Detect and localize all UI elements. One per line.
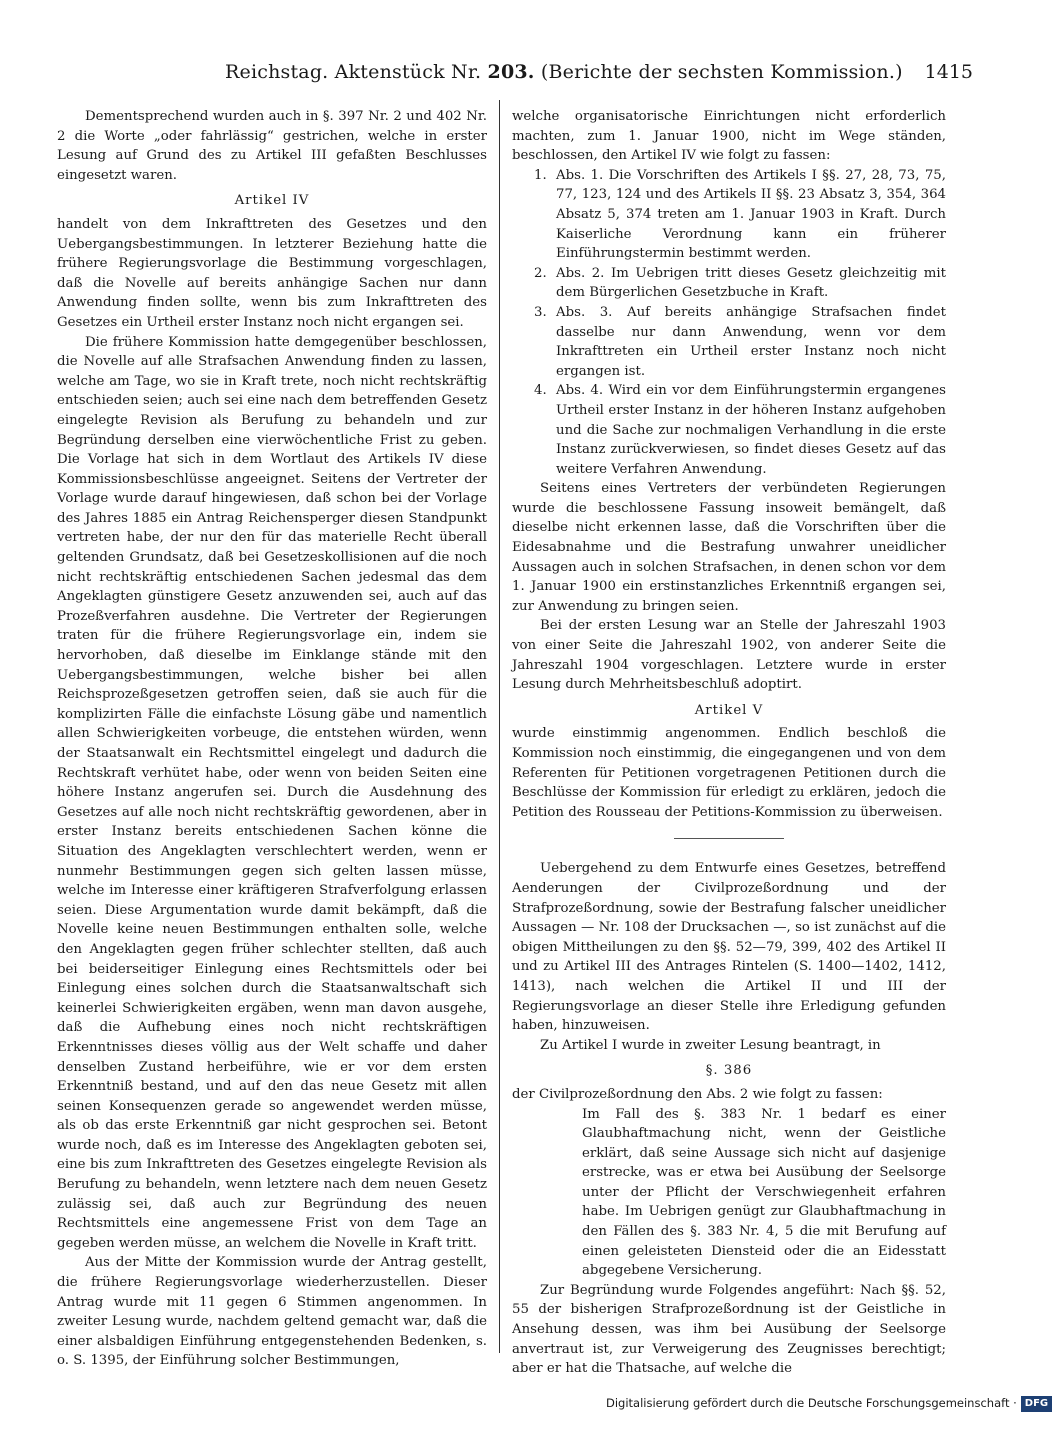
paragraph: Zu Artikel I wurde in zweiter Lesung beantragt, in (540, 1037, 881, 1053)
list-item-number: 1. (534, 167, 547, 183)
paragraph: Dementsprechend wurden auch in §. 397 Nr. 2 und 402 Nr. 2 die Worte „oder fahrlässig“ gestrichen, welche in erster Lesung auf Grund des zu Artikel III gefaßten Beschlusses eingesetzt waren. (57, 109, 487, 183)
page-header (225, 57, 985, 87)
paragraph: Die frühere Kommission hatte demgegenüber beschlossen, die Novelle auf alle Strafsachen Anwendung finden zu lassen, welche am Tage, wo sie in Kraft trete, noch nicht rechtskräftig entschieden seien; auch sei eine nach dem betreffenden Gesetz eingelegte Revision als Berufung zu behandeln und zur Begründung derselben eine vierwöchentliche Frist zu geben. Die Vorlage hat sich in dem Wortlaut des Artikels IV diese Kommissionsbeschlüsse angeeignet. Seitens der Vertreter der Vorlage wurde darauf hingewiesen, daß schon bei der Vorlage des Jahres 1885 ein Antrag Reichensperger diesen Standpunkt vertreten habe, der nur den für das materielle Recht überall geltenden Grundsatz, daß bei Gesetzeskollisionen auf die noch nicht rechtskräftig entschiedenen Sachen jedesmal das dem Angeklagten günstigere Gesetz anzuwenden sei, auch auf das Prozeßverfahren ausdehne. Die Vertreter der Regierungen traten für die frühere Regierungsvorlage ein, indem sie hervorhoben, daß dieselbe im Einklange stände mit den Uebergangsbestimmungen, welche bisher bei allen Reichsprozeßgesetzen getroffen seien, daß sie auch für die komplizirten Fälle die einfachste Lösung gäbe und namentlich allen Schwierigkeiten vorbeuge, die entstehen würden, wenn der Staatsanwalt ein Rechtsmittel eingelegt und dadurch die Rechtskraft verhütet habe, oder wenn von beiden Seiten eine höhere Instanz angerufen sei. Durch die Ausdehnung des Gesetzes auf alle noch nicht rechtskräftig gewordenen, aber in erster Instanz bereits entschiedenen Sachen könne die Situation des Angeklagten verschlechtert werden, wenn er nunmehr Bestimmungen gegen sich gelten lassen müsse, welche im Interesse einer kräftigeren Strafverfolgung erlassen seien. Diese Argumentation wurde damit bekämpft, daß die Novelle keine neuen Bestimmungen enthalten solle, welche den Angeklagten gegen früher schlechter stellten, daß auch bei beiderseitiger Einlegung eines Rechtsmittels oder bei Einlegung eines solchen durch die Staatsanwaltschaft sich keinerlei Schwierigkeiten ergäben, wenn man davon ausgehe, daß die Aufhebung eines noch nicht rechtskräftigen Erkenntnisses dieses völlig aus der Welt schaffe und daher denselben Zustand herbeiführe, wie er vor dem ersten Erkenntniß bestand, und auf den das neue Gesetz mit allen seinen Konsequenzen gerade so angewendet werden müsse, als ob das erste Erkenntniß gar nicht gesprochen sei. Betont wurde noch, daß es im Interesse des Angeklagten geboten sei, eine bis zum Inkrafttreten des Gesetzes eingelegte Revision als Berufung zu behandeln, wenn letztere nach dem neuen Gesetz zulässig sei, daß auch zur Begründung des neuen Rechtsmittels eine angemessene Frist von dem Tage an gegeben werden müsse, an welchem die Novelle in Kraft tritt. (57, 334, 487, 1251)
list-item (534, 303, 946, 381)
paragraph: Aus der Mitte der Kommission wurde der Antrag gestellt, die frühere Regierungsvorlage wiederherzustellen. Dieser Antrag wurde mit 11 gegen 6 Stimmen angenommen. In zweiter Lesung wurde, nachdem geltend gemacht war, daß die einer alsbaldigen Einführung entgegenstehenden Bedenken, s. o. S. 1395, der Einführung solcher Bestimmungen, (57, 1255, 487, 1369)
list-item-text: Abs. 1. Die Vorschriften des Artikels I §§. 27, 28, 73, 75, 77, 123, 124 und des Artikels II §§. 23 Absatz 3, 354, 364 Absatz 5, 374 treten am 1. Januar 1903 in Kraft. Durch Kaiserliche Verordnung kann ein früherer Einführungstermin bestimmt werden. (556, 167, 946, 262)
running-title-prefix: Reichstag. Aktenstück Nr. (225, 61, 482, 83)
list-item-text: Abs. 2. Im Uebrigen tritt dieses Gesetz gleichzeitig mit dem Bürgerlichen Gesetzbuche in Kraft. (556, 265, 946, 301)
section-heading-artikel-v: Artikel V (694, 702, 764, 718)
list-item (534, 381, 946, 479)
list-item-text: Abs. 3. Auf bereits anhängige Strafsachen findet dasselbe nur dann Anwendung, wenn vor dem Inkrafttreten ein Urtheil erster Instanz noch nicht ergangen ist. (556, 304, 946, 379)
section-divider (674, 838, 784, 839)
section-heading-paragraph-386: §. 386 (705, 1063, 753, 1079)
list-item (534, 264, 946, 303)
paragraph: wurde einstimmig angenommen. Endlich beschloß die Kommission noch einstimmig, die eingegangenen und von dem Referenten für Petitionen vorgetragenen Petitionen durch die Beschlüsse der Kommission für erledigt zu erklären, jedoch die Petition des Rousseau der Petitions-Kommission zu überweisen. (512, 726, 946, 820)
list-item-number: 2. (534, 265, 547, 281)
paragraph: Bei der ersten Lesung war an Stelle der Jahreszahl 1903 von einer Seite die Jahreszahl 1902, von anderer Seite die Jahreszahl 1904 vorgeschlagen. Letztere wurde in erster Lesung durch Mehrheitsbeschluß adoptirt. (512, 618, 946, 693)
page-number: 1415 (924, 61, 973, 83)
list-item-number: 3. (534, 304, 547, 320)
running-title-suffix: (Berichte der sechsten Kommission.) (540, 61, 903, 83)
running-title (225, 57, 903, 87)
paragraph: handelt von dem Inkrafttreten des Gesetzes und den Uebergangsbestimmungen. In letzterer Beziehung hatte die frühere Regierungsvorlage die Bestimmung vorgeschlagen, daß die Novelle auf bereits anhängige Sachen nur dann Anwendung finden sollte, wenn bis zum Inkrafttreten des Gesetzes ein Urtheil erster Instanz noch nicht ergangen sei. (57, 216, 487, 330)
document-number: 203. (487, 61, 535, 83)
credit-text: Digitalisierung gefördert durch die Deutsche Forschungsgemeinschaft · (606, 1396, 1017, 1410)
digitization-credit (606, 1392, 1049, 1414)
paragraph: Uebergehend zu dem Entwurfe eines Gesetzes, betreffend Aenderungen der Civilprozeßordnung und der Strafprozeßordnung, sowie der Bestrafung falscher uneidlicher Aussagen — Nr. 108 der Drucksachen —, so ist zunächst auf die obigen Mittheilungen zu den §§. 52—79, 399, 402 des Artikel II und zu Artikel III des Antrages Rintelen (S. 1400—1402, 1412, 1413), nach welchen die Artikel II und III der Regierungsvorlage an dieser Stelle ihre Erledigung gefunden haben, hinzuweisen. (512, 861, 946, 1034)
list-item-number: 4. (534, 383, 547, 399)
numbered-list (512, 166, 946, 480)
section-heading-artikel-iv: Artikel IV (234, 193, 310, 209)
column-divider (499, 100, 500, 1353)
paragraph: Zur Begründung wurde Folgendes angeführt: Nach §§. 52, 55 der bisherigen Strafprozeßordnung ist der Geistliche in Ansehung dessen, was ihm bei Ausübung der Seelsorge anvertraut ist, zur Verweigerung des Zeugnisses berechtigt; aber er hat die Thatsache, auf welche die (512, 1282, 946, 1377)
paragraph: welche organisatorische Einrichtungen nicht erforderlich machten, zum 1. Januar 1900, nicht im Wege ständen, beschlossen, den Artikel IV wie folgt zu fassen: (512, 109, 946, 164)
left-column (57, 107, 487, 1371)
list-item-text: Abs. 4. Wird ein vor dem Einführungstermin ergangenes Urtheil erster Instanz in der höheren Instanz aufgehoben und die Sache zur nochmaligen Verhandlung in die erste Instanz zurückverwiesen, so findet dieses Gesetz auf das weitere Verfahren Anwendung. (556, 383, 946, 477)
dfg-logo: DFG (1021, 1396, 1052, 1412)
right-column (512, 107, 946, 1379)
list-item (534, 166, 946, 264)
quoted-provision: Im Fall des §. 383 Nr. 1 bedarf es einer Glaubhaftmachung nicht, wenn der Geistliche erklärt, daß seine Aussage sich nicht auf dasjenige erstrecke, was er etwa bei Ausübung der Seelsorge unter der Pflicht der Verschwiegenheit erfahren habe. Im Uebrigen genügt zur Glaubhaftmachung in den Fällen des §. 383 Nr. 4, 5 die mit Berufung auf einen geleisteten Diensteid oder die an Eidesstatt abgegebene Versicherung. (582, 1106, 946, 1279)
paragraph: Seitens eines Vertreters der verbündeten Regierungen wurde die beschlossene Fassung insoweit bemängelt, daß dieselbe nicht erkennen lasse, daß die Vorschriften über die Eidesabnahme und die Bestrafung unwahrer uneidlicher Aussagen auch in solchen Strafsachen, in denen schon vor dem 1. Januar 1900 ein erstinstanzliches Erkenntniß ergangen sei, zur Anwendung zu bringen seien. (512, 481, 946, 614)
paragraph: der Civilprozeßordnung den Abs. 2 wie folgt zu fassen: (512, 1086, 883, 1102)
